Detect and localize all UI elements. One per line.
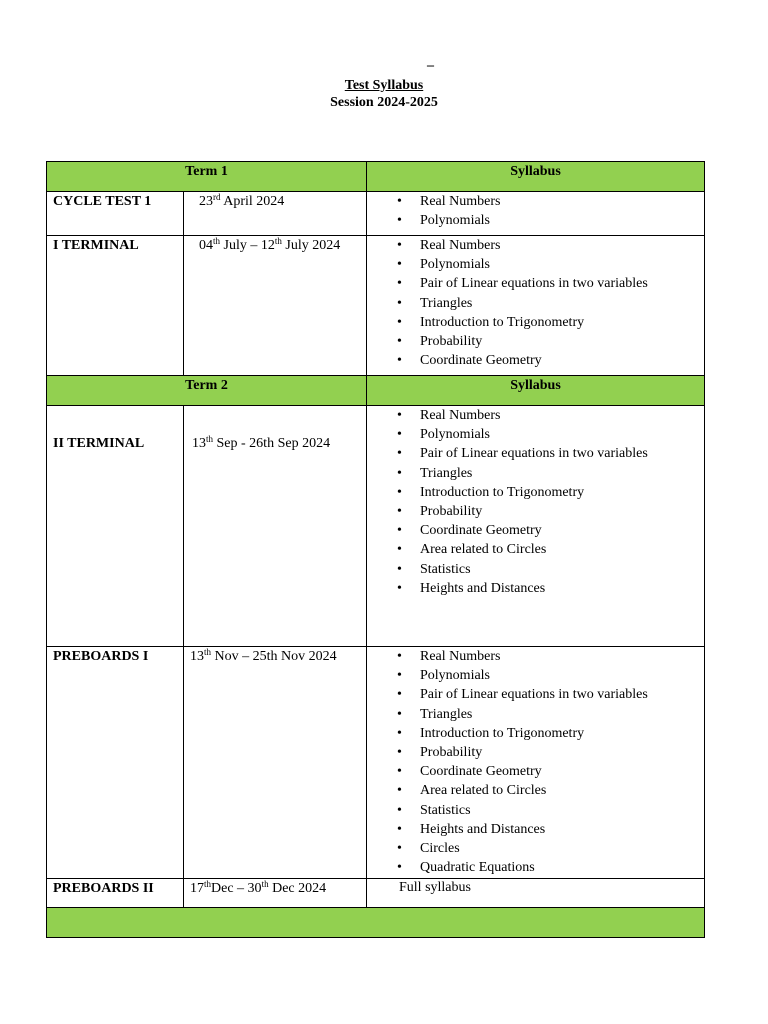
topic-list bbox=[367, 236, 705, 376]
list-item: • Triangles bbox=[367, 294, 704, 313]
term1-label: Term 1 bbox=[47, 162, 367, 192]
list-item: • Statistics bbox=[367, 560, 704, 579]
exam-date: 23rd April 2024 bbox=[184, 192, 367, 236]
exam-name: II TERMINAL bbox=[47, 406, 184, 647]
list-item: • Real Numbers bbox=[367, 236, 704, 255]
list-item: • Real Numbers bbox=[367, 406, 704, 425]
exam-date: 13th Nov – 25th Nov 2024 bbox=[184, 647, 367, 879]
term2-header-row bbox=[47, 376, 705, 406]
list-item: • Polynomials bbox=[367, 255, 704, 274]
topic-list-items bbox=[367, 406, 704, 598]
list-item: • Introduction to Trigonometry bbox=[367, 313, 704, 332]
list-item: • Pair of Linear equations in two variables bbox=[367, 274, 704, 293]
list-item: • Pair of Linear equations in two variables bbox=[367, 685, 704, 704]
list-item: • Triangles bbox=[367, 705, 704, 724]
exam-name: CYCLE TEST 1 bbox=[47, 192, 184, 236]
list-item: • Statistics bbox=[367, 801, 704, 820]
syllabus-table bbox=[46, 161, 705, 938]
list-item: • Polynomials bbox=[367, 211, 704, 230]
topic-list-items bbox=[367, 236, 704, 370]
document-title: Test Syllabus bbox=[344, 78, 424, 93]
list-item: • Coordinate Geometry bbox=[367, 762, 704, 781]
list-item: • Probability bbox=[367, 332, 704, 351]
list-item: • Probability bbox=[367, 743, 704, 762]
list-item: • Polynomials bbox=[367, 666, 704, 685]
session-label: Session 2024-2025 bbox=[330, 95, 438, 110]
list-item: • Heights and Distances bbox=[367, 820, 704, 839]
table-row bbox=[47, 879, 705, 908]
list-item: • Introduction to Trigonometry bbox=[367, 483, 704, 502]
exam-name: I TERMINAL bbox=[47, 236, 184, 376]
topic-list bbox=[367, 647, 705, 879]
table-row bbox=[47, 406, 705, 647]
exam-name: PREBOARDS II bbox=[47, 879, 184, 908]
table-row bbox=[47, 236, 705, 376]
list-item: • Area related to Circles bbox=[367, 781, 704, 800]
term2-syllabus-header: Syllabus bbox=[367, 376, 705, 406]
topic-list bbox=[367, 192, 705, 236]
list-item: • Real Numbers bbox=[367, 647, 704, 666]
list-item: • Real Numbers bbox=[367, 192, 704, 211]
term1-header-row bbox=[47, 162, 705, 192]
full-syllabus: Full syllabus bbox=[367, 879, 705, 908]
exam-name: PREBOARDS I bbox=[47, 647, 184, 879]
topic-list-items bbox=[367, 192, 704, 230]
header-dash: – bbox=[427, 58, 434, 73]
term2-label: Term 2 bbox=[47, 376, 367, 406]
footer-row bbox=[47, 908, 705, 938]
list-item: • Coordinate Geometry bbox=[367, 351, 704, 370]
topic-list bbox=[367, 406, 705, 647]
list-item: • Quadratic Equations bbox=[367, 858, 704, 877]
exam-date: 04th July – 12th July 2024 bbox=[184, 236, 367, 376]
term1-syllabus-header: Syllabus bbox=[367, 162, 705, 192]
table-row bbox=[47, 647, 705, 879]
list-item: • Probability bbox=[367, 502, 704, 521]
list-item: • Pair of Linear equations in two variables bbox=[367, 444, 704, 463]
list-item: • Polynomials bbox=[367, 425, 704, 444]
list-item: • Introduction to Trigonometry bbox=[367, 724, 704, 743]
footer-cell bbox=[47, 908, 705, 938]
list-item: • Heights and Distances bbox=[367, 579, 704, 598]
list-item: • Circles bbox=[367, 839, 704, 858]
list-item: • Area related to Circles bbox=[367, 540, 704, 559]
topic-list-items bbox=[367, 647, 704, 877]
list-item: • Triangles bbox=[367, 464, 704, 483]
document-title-block bbox=[0, 77, 768, 111]
table-row bbox=[47, 192, 705, 236]
list-item: • Coordinate Geometry bbox=[367, 521, 704, 540]
exam-date: 17thDec – 30th Dec 2024 bbox=[184, 879, 367, 908]
exam-date: 13th Sep - 26th Sep 2024 bbox=[184, 406, 367, 647]
